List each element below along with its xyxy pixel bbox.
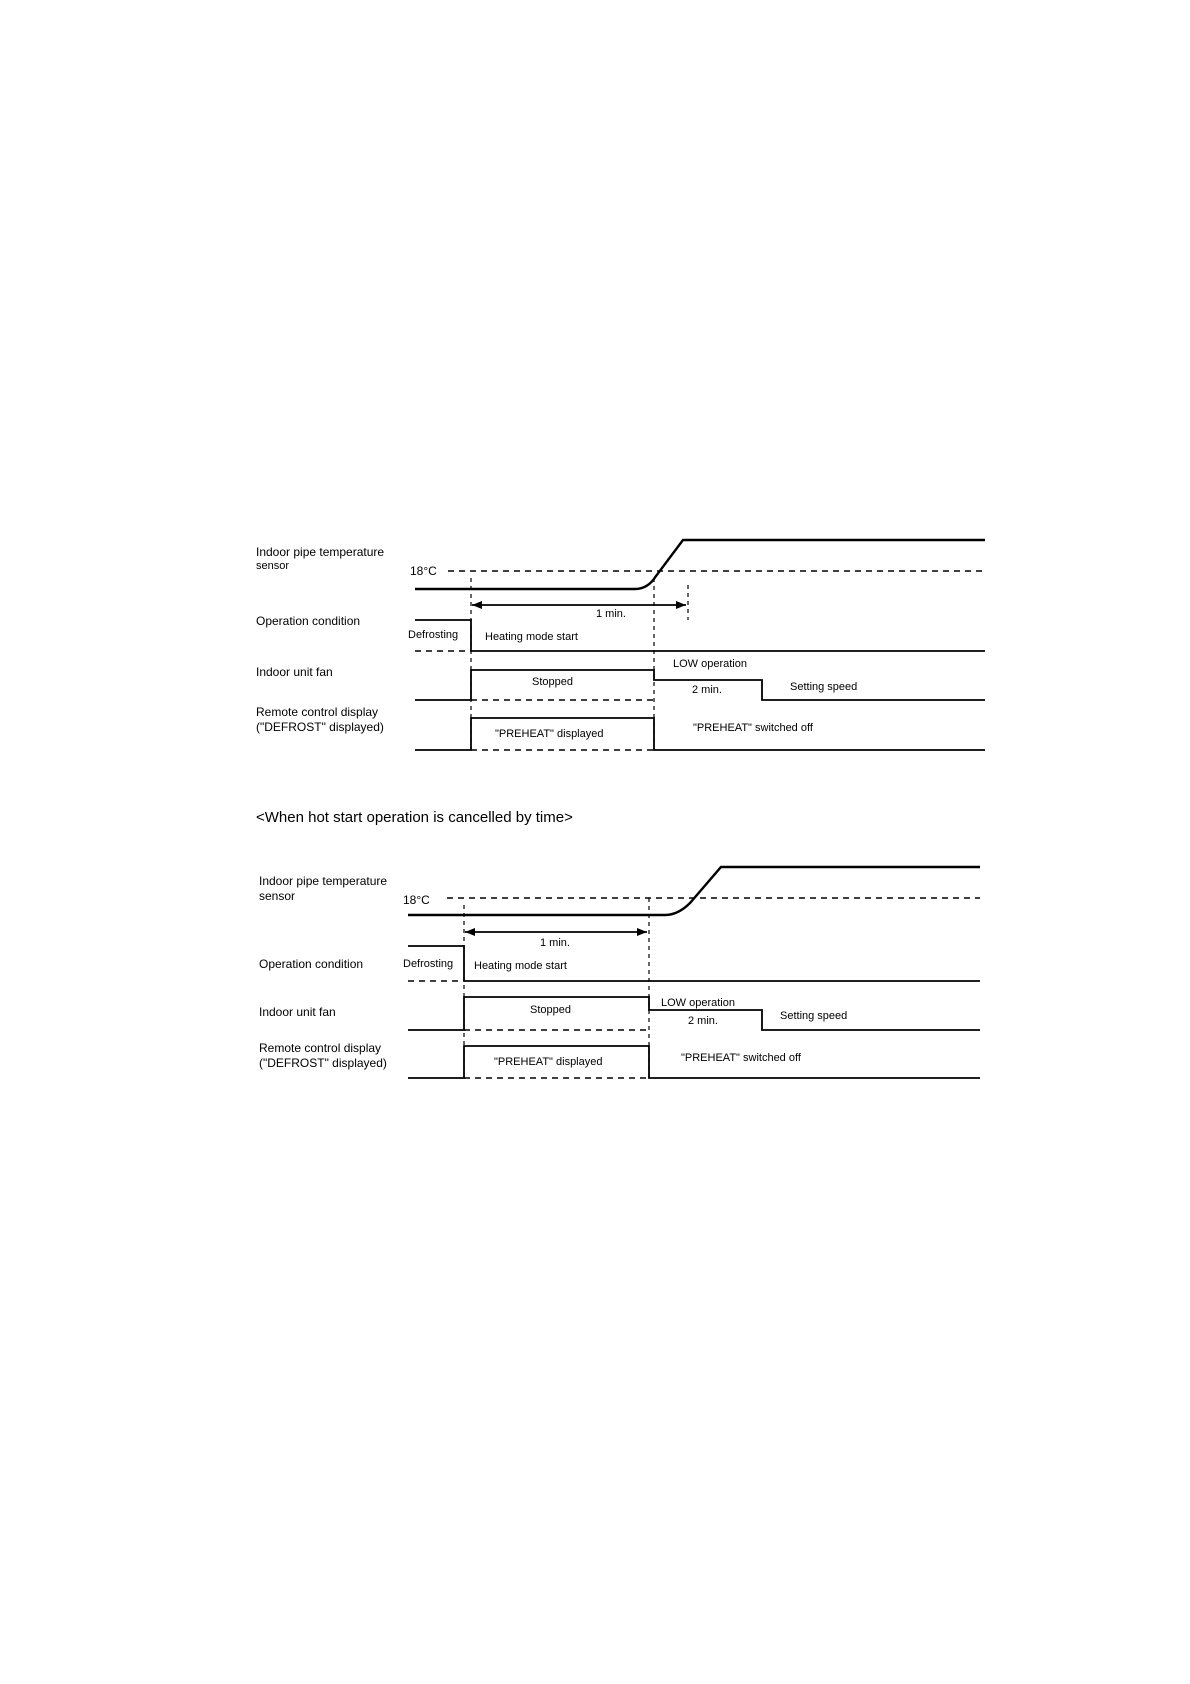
stopped-label: Stopped <box>532 676 573 688</box>
preheat-off-label: "PREHEAT" switched off <box>681 1052 801 1064</box>
low-label: LOW operation <box>661 997 735 1009</box>
two-min-label: 2 min. <box>688 1015 718 1027</box>
sensor-label: Indoor pipe temperature <box>256 545 385 559</box>
remote-label: Remote control display <box>259 1041 382 1055</box>
fan-label: Indoor unit fan <box>256 665 333 679</box>
timing-diagram-2 <box>259 867 980 1078</box>
heating-label: Heating mode start <box>485 631 578 643</box>
sensor-label: Indoor pipe temperature <box>259 874 388 888</box>
remote-label-sub: ("DEFROST" displayed) <box>259 1056 387 1070</box>
duration-label: 1 min. <box>596 608 626 620</box>
sensor-label-sub: sensor <box>256 560 290 572</box>
timing-diagram-1 <box>256 540 985 750</box>
preheat-on-label: "PREHEAT" displayed <box>494 1056 603 1068</box>
setting-label: Setting speed <box>790 681 858 693</box>
temp-threshold-label: 18°C <box>403 893 430 907</box>
fan-label: Indoor unit fan <box>259 1005 336 1019</box>
temperature-curve <box>415 540 985 589</box>
two-min-label: 2 min. <box>692 684 722 696</box>
temperature-curve <box>408 867 980 915</box>
low-label: LOW operation <box>673 658 747 670</box>
operation-label: Operation condition <box>259 957 364 971</box>
temp-threshold-label: 18°C <box>410 564 437 578</box>
defrosting-label: Defrosting <box>408 629 459 641</box>
setting-label: Setting speed <box>780 1010 848 1022</box>
arrow-head-left <box>472 601 482 609</box>
sensor-label-sub: sensor <box>259 889 296 903</box>
section-heading: <When hot start operation is cancelled by time> <box>256 809 573 826</box>
remote-label-sub: ("DEFROST" displayed) <box>256 720 384 734</box>
preheat-off-label: "PREHEAT" switched off <box>693 722 813 734</box>
operation-label: Operation condition <box>256 614 361 628</box>
stopped-label: Stopped <box>530 1004 571 1016</box>
arrow-head-right <box>637 928 647 936</box>
arrow-head-right <box>676 601 686 609</box>
remote-label: Remote control display <box>256 705 379 719</box>
defrosting-label: Defrosting <box>403 958 454 970</box>
preheat-on-label: "PREHEAT" displayed <box>495 728 604 740</box>
arrow-head-left <box>465 928 475 936</box>
heating-label: Heating mode start <box>474 960 567 972</box>
duration-label: 1 min. <box>540 937 570 949</box>
